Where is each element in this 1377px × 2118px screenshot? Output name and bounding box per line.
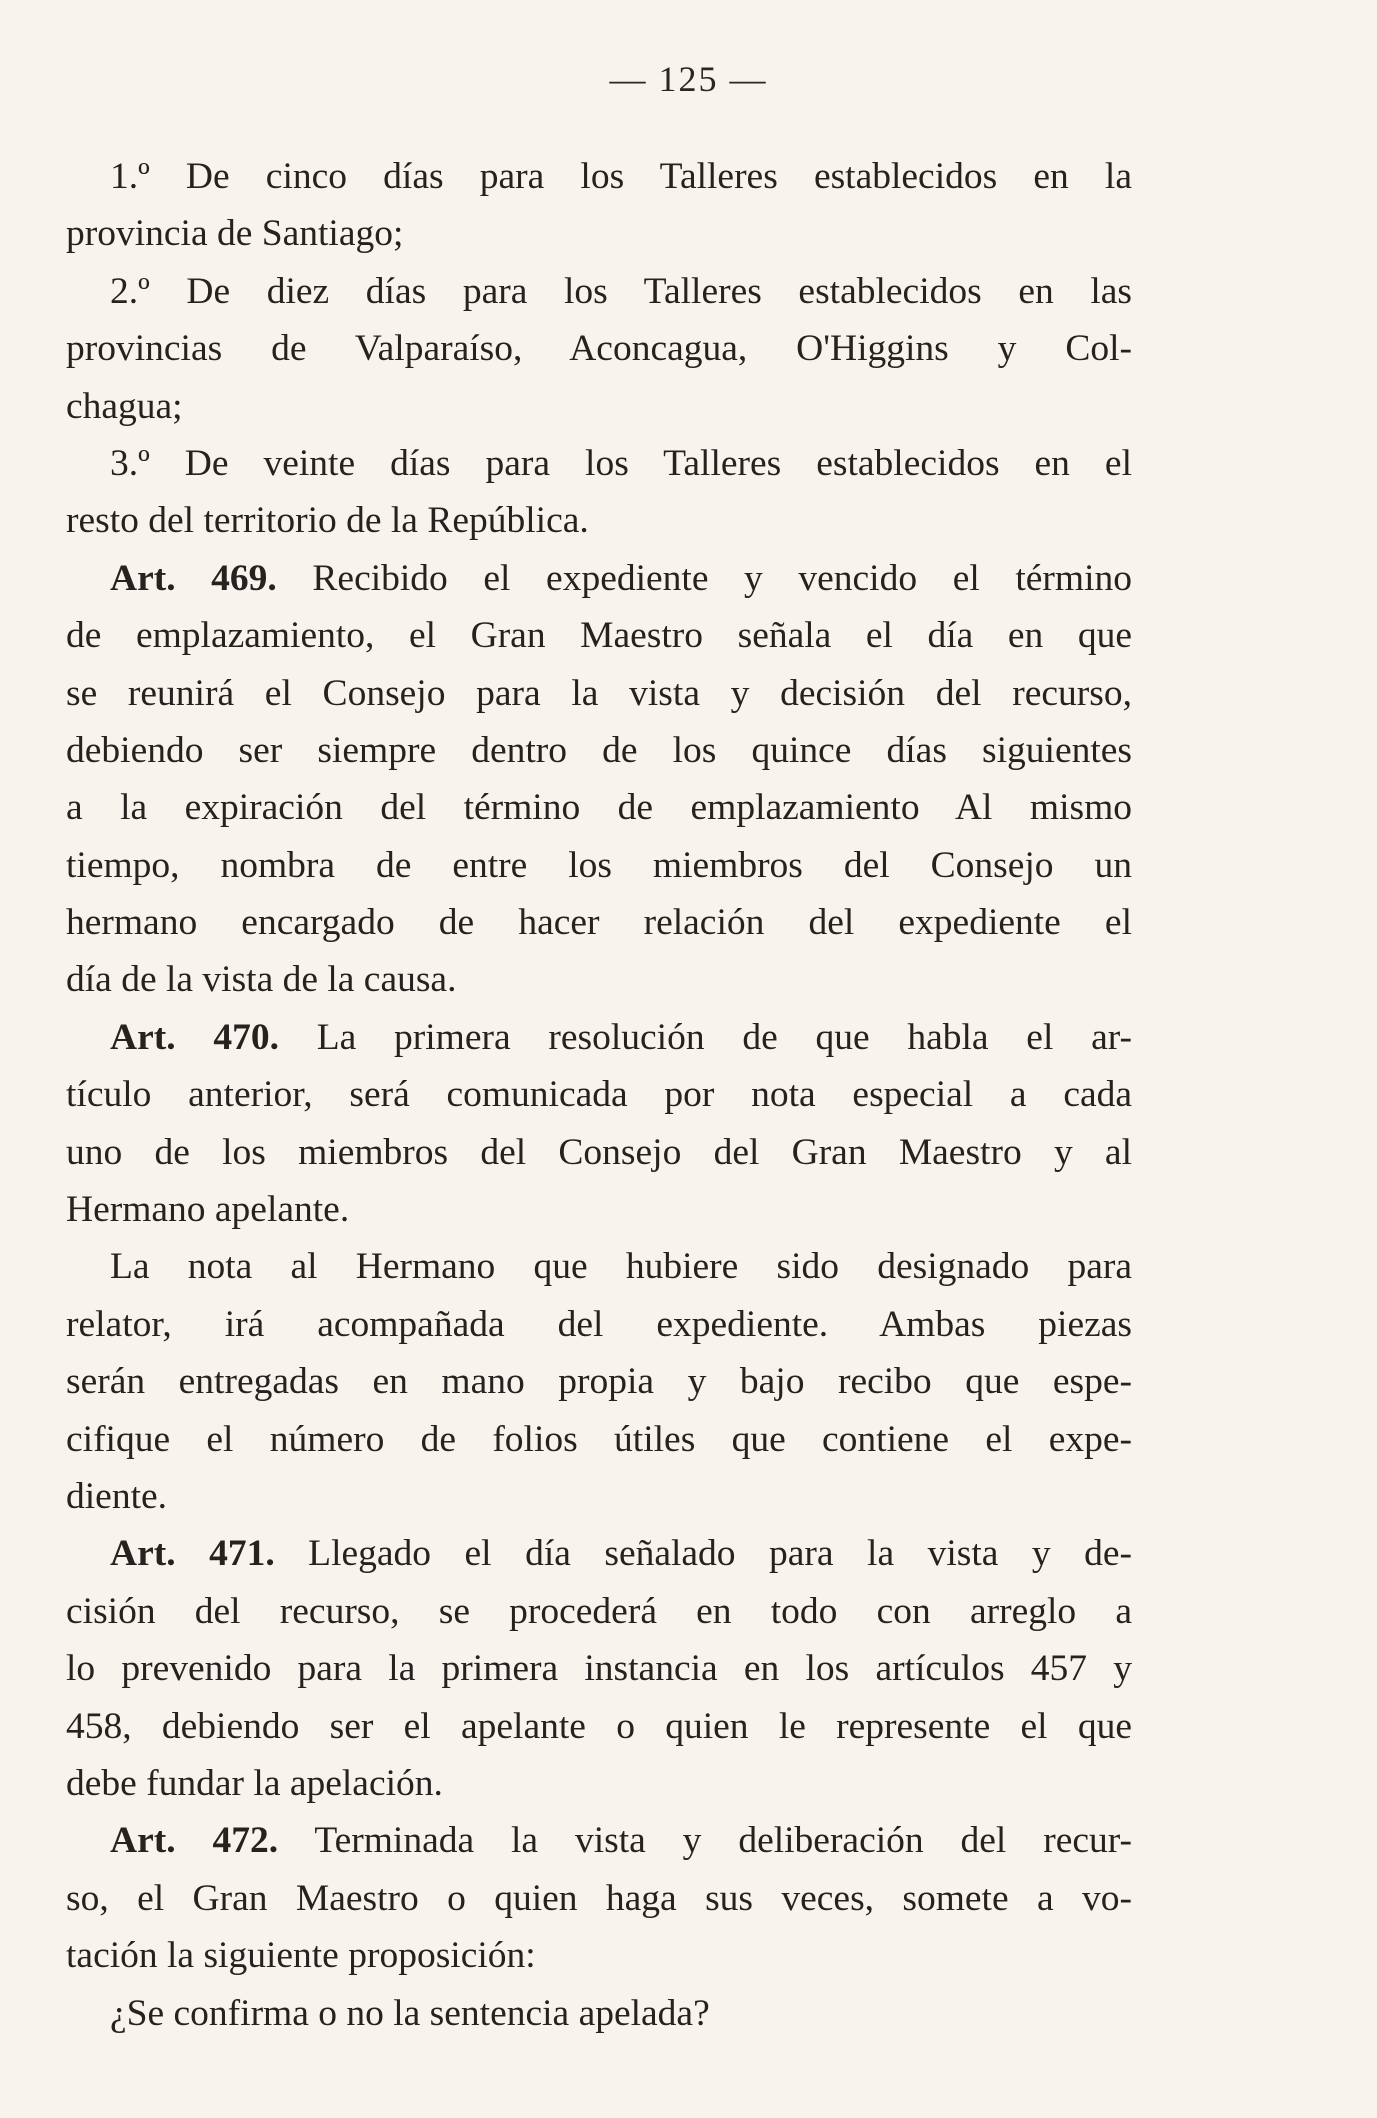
text-line <box>66 378 1132 435</box>
line-text: chagua; <box>66 385 183 427</box>
text-line <box>66 1238 1132 1295</box>
article-number: Art. 471. <box>110 1533 275 1575</box>
text-line <box>66 1525 1132 1582</box>
text-line <box>66 1870 1132 1927</box>
text-line <box>66 951 1132 1008</box>
line-text: resto del territorio de la República. <box>66 500 589 542</box>
text-line <box>66 205 1132 262</box>
line-text: Llegado el día señalado para la vista y de- <box>274 1533 1132 1575</box>
text-line <box>66 148 1132 205</box>
line-text: tiempo, nombra de entre los miembros del Consejo un <box>66 844 1132 886</box>
line-text: diente. <box>66 1475 168 1517</box>
line-text: a la expiración del término de emplazamiento Al mismo <box>66 787 1132 829</box>
line-text: Terminada la vista y deliberación del recur- <box>278 1820 1132 1862</box>
text-line <box>66 1009 1132 1066</box>
text-line <box>66 1698 1132 1755</box>
text-line <box>66 665 1132 722</box>
text-line <box>66 779 1132 836</box>
text-line <box>66 1927 1132 1984</box>
line-text: hermano encargado de hacer relación del expediente el <box>66 902 1132 944</box>
page-body-text <box>66 148 1132 2042</box>
line-text: La primera resolución de que habla el ar- <box>278 1016 1132 1058</box>
text-line <box>66 435 1132 492</box>
article-number: Art. 469. <box>110 557 277 599</box>
line-text: 3.º De veinte días para los Talleres establecidos en el <box>110 442 1132 484</box>
line-text: Hermano apelante. <box>66 1189 350 1231</box>
text-line <box>66 1411 1132 1468</box>
line-text: cifique el número de folios útiles que contiene el expe- <box>66 1418 1132 1460</box>
line-text: ¿Se confirma o no la sentencia apelada? <box>110 1992 710 2034</box>
line-text: provincias de Valparaíso, Aconcagua, O'Higgins y Col- <box>66 328 1132 370</box>
line-text: tación la siguiente proposición: <box>66 1935 536 1977</box>
line-text: debiendo ser siempre dentro de los quince días siguientes <box>66 729 1132 771</box>
line-text: día de la vista de la causa. <box>66 959 457 1001</box>
line-text: uno de los miembros del Consejo del Gran Maestro y al <box>66 1131 1132 1173</box>
line-text: provincia de Santiago; <box>66 213 404 255</box>
line-text: 1.º De cinco días para los Talleres establecidos en la <box>110 156 1132 197</box>
line-text: relator, irá acompañada del expediente. Ambas piezas <box>66 1303 1132 1345</box>
line-text: so, el Gran Maestro o quien haga sus veces, somete a vo- <box>66 1877 1132 1919</box>
text-line <box>66 550 1132 607</box>
text-line <box>66 1985 1132 2042</box>
text-line <box>66 1296 1132 1353</box>
line-text: 458, debiendo ser el apelante o quien le represente el que <box>66 1705 1132 1747</box>
line-text: tículo anterior, será comunicada por nota especial a cada <box>66 1074 1132 1116</box>
line-text: La nota al Hermano que hubiere sido designado para <box>110 1246 1132 1288</box>
line-text: se reunirá el Consejo para la vista y decisión del recurso, <box>66 672 1132 714</box>
text-line <box>66 894 1132 951</box>
text-line <box>66 320 1132 377</box>
text-line <box>66 1353 1132 1410</box>
line-text: cisión del recurso, se procederá en todo con arreglo a <box>66 1590 1132 1632</box>
text-line <box>66 492 1132 549</box>
article-number: Art. 470. <box>110 1016 279 1058</box>
line-text: Recibido el expediente y vencido el término <box>276 557 1132 599</box>
text-line <box>66 1812 1132 1869</box>
line-text: 2.º De diez días para los Talleres establecidos en las <box>110 270 1132 312</box>
line-text: debe fundar la apelación. <box>66 1762 443 1804</box>
text-line <box>66 1583 1132 1640</box>
text-line <box>66 1181 1132 1238</box>
text-line <box>66 1640 1132 1697</box>
line-text: lo prevenido para la primera instancia en los artículos 457 y <box>66 1648 1132 1690</box>
text-line <box>66 263 1132 320</box>
text-line <box>66 722 1132 779</box>
text-line <box>66 1124 1132 1181</box>
article-number: Art. 472. <box>110 1820 279 1862</box>
text-line <box>66 1066 1132 1123</box>
page-number: — 125 — <box>609 59 768 99</box>
line-text: de emplazamiento, el Gran Maestro señala el día en que <box>66 615 1132 657</box>
text-line <box>66 837 1132 894</box>
text-line <box>66 1755 1132 1812</box>
line-text: serán entregadas en mano propia y bajo recibo que espe- <box>66 1361 1132 1403</box>
text-line <box>66 1468 1132 1525</box>
text-line <box>66 607 1132 664</box>
